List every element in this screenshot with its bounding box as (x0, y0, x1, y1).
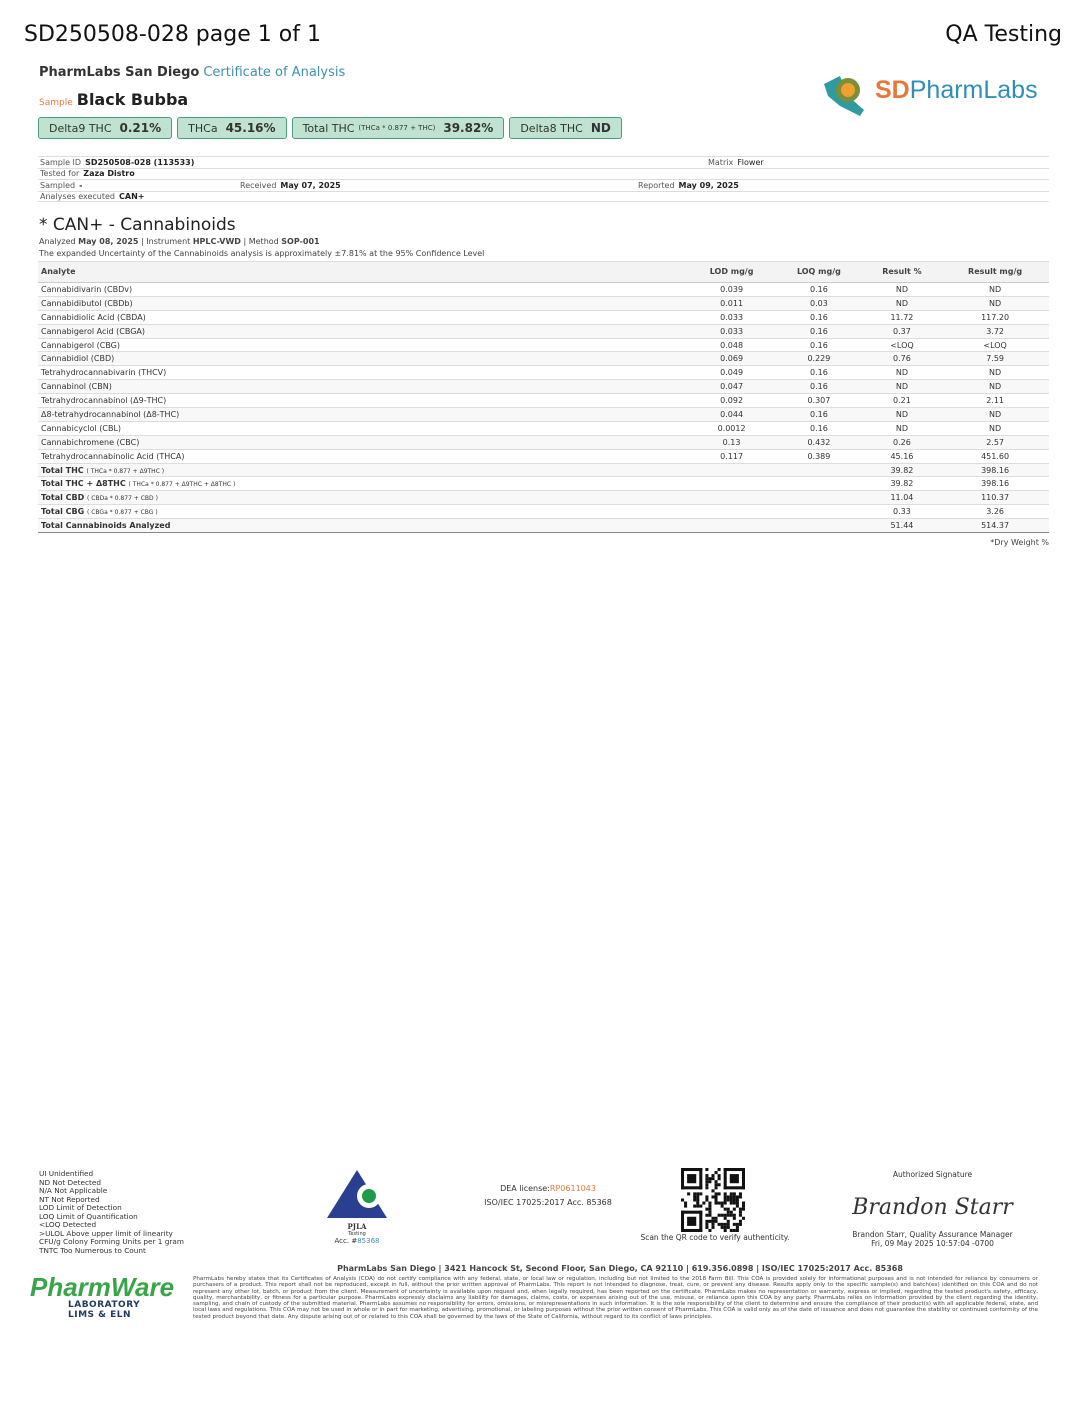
badge-value: 0.21% (119, 121, 162, 135)
result-pct-cell: <LOQ (863, 338, 942, 352)
page-title: SD250508-028 page 1 of 1 (24, 22, 321, 47)
uncertainty-note: The expanded Uncertainty of the Cannabinoids analysis is approximately ±7.81% at the 95% Confidence Level (39, 249, 485, 258)
qr-code[interactable] (681, 1168, 745, 1232)
result-pct-cell: ND (863, 380, 942, 394)
reported-label: Reported (638, 180, 675, 190)
summary-badge (292, 117, 505, 139)
result-pct-cell: 0.26 (863, 435, 942, 449)
cannabinoid-table (38, 261, 1049, 533)
loq-cell: 0.16 (775, 310, 863, 324)
pharmware-logo (30, 1272, 175, 1320)
result-mg-cell: 3.72 (941, 324, 1049, 338)
lod-cell: 0.0012 (688, 421, 775, 435)
abbreviation-legend (39, 1170, 184, 1255)
table-row (38, 519, 1049, 533)
legend-item: NT Not Reported (39, 1194, 100, 1204)
pjla-acc-label: Acc. # (334, 1237, 358, 1245)
column-header: LOQ mg/g (775, 262, 863, 283)
result-mg-cell: 2.11 (941, 394, 1049, 408)
dea-number: RP0611043 (549, 1184, 596, 1193)
signature-label: Authorized Signature (892, 1170, 973, 1179)
instrument: HPLC-VWD (192, 237, 241, 246)
result-mg-cell: 398.16 (941, 477, 1049, 491)
method-label: Method (248, 237, 279, 246)
pjla-acc: 85368 (357, 1237, 380, 1245)
lod-cell: 0.092 (688, 394, 775, 408)
result-mg-cell: 110.37 (941, 491, 1049, 505)
analyte-name: Tetrahydrocannabinol (Δ9-THC) (41, 396, 167, 406)
matrix-label: Matrix (708, 157, 734, 167)
result-mg-cell: 117.20 (941, 310, 1049, 324)
qa-title: QA Testing (945, 22, 1062, 47)
section-title: * CAN+ - Cannabinoids (39, 215, 236, 235)
legend-item: TNTC Too Numerous to Count (39, 1245, 146, 1255)
legend-item: LOQ Limit of Quantification (39, 1211, 138, 1221)
legend-item: LOD Limit of Detection (39, 1203, 122, 1212)
analyte-name: Cannabigerol (CBG) (41, 340, 120, 350)
loq-cell: 0.16 (775, 421, 863, 435)
result-mg-cell: ND (941, 408, 1049, 422)
analyte-cell (38, 296, 688, 310)
analysis-meta: Analyzed May 08, 2025 | Instrument HPLC-VWD | Method SOP-001 (39, 237, 320, 246)
loq-cell: 0.16 (775, 283, 863, 297)
result-pct-cell: 0.37 (863, 324, 942, 338)
loq-cell (775, 491, 863, 505)
lod-cell: 0.048 (688, 338, 775, 352)
analyte-cell (38, 491, 688, 505)
analyte-name: Cannabidiolic Acid (CBDA) (41, 312, 146, 322)
signature-block (830, 1170, 1035, 1248)
analyte-cell (38, 505, 688, 519)
result-pct-cell: 0.21 (863, 394, 942, 408)
result-mg-cell: 451.60 (941, 449, 1049, 463)
result-pct-cell: 0.76 (863, 352, 942, 366)
analyte-formula: ( THCa * 0.877 + Δ9THC + Δ8THC ) (128, 481, 236, 489)
lod-cell: 0.13 (688, 435, 775, 449)
pjla-triangle-icon (325, 1168, 389, 1220)
pharmware-sub: LABORATORY LIMS & ELN (68, 1300, 141, 1320)
result-pct-cell: 11.04 (863, 491, 942, 505)
analyte-name: Tetrahydrocannabinolic Acid (THCA) (41, 451, 185, 461)
result-pct-cell: 39.82 (863, 477, 942, 491)
result-pct-cell: 51.44 (863, 519, 942, 533)
analyte-cell (38, 380, 688, 394)
analyzed-date: May 08, 2025 (78, 237, 139, 246)
legend-item: CFU/g Colony Forming Units per 1 gram (39, 1237, 184, 1246)
analyte-name: Total Cannabinoids Analyzed (41, 521, 171, 531)
loq-cell: 0.229 (775, 352, 863, 366)
legend-item: >ULOL Above upper limit of linearity (39, 1228, 173, 1238)
analyte-name: Tetrahydrocannabivarin (THCV) (41, 368, 167, 378)
summary-badge (38, 117, 172, 139)
result-pct-cell: ND (863, 366, 942, 380)
pjla-sub: Testing (348, 1231, 366, 1237)
lod-cell: 0.049 (688, 366, 775, 380)
california-logo-icon (820, 66, 875, 118)
result-mg-cell: 7.59 (941, 352, 1049, 366)
lab-name: PharmLabs San Diego (39, 65, 200, 80)
table-row (38, 463, 1049, 477)
tested-for: Zaza Distro (83, 169, 135, 179)
sdpharmlabs-logo (820, 66, 1050, 118)
table-row (38, 366, 1049, 380)
summary-badges (38, 117, 622, 139)
sample-label: Sample (39, 98, 73, 108)
loq-cell: 0.432 (775, 435, 863, 449)
analyte-name: Total THC (41, 465, 84, 475)
analyte-cell (38, 366, 688, 380)
lab-address: PharmLabs San Diego | 3421 Hancock St, Second Floor, San Diego, CA 92110 | 619.356.0898 | ISO/IEC 17025:2017 Acc. 85368 (337, 1264, 903, 1273)
result-pct-cell: ND (863, 421, 942, 435)
lod-cell: 0.033 (688, 310, 775, 324)
legend-item: UI Unidentified (39, 1169, 94, 1178)
column-header: Analyte (38, 262, 688, 283)
pjla-name: PJLA (347, 1222, 367, 1231)
loq-cell: 0.307 (775, 394, 863, 408)
table-row (38, 477, 1049, 491)
legend-item: N/A Not Applicable (39, 1186, 108, 1195)
analyte-name: Total CBD (41, 493, 85, 503)
analyte-name: Cannabidivarin (CBDv) (41, 284, 133, 294)
analyses: CAN+ (119, 191, 145, 201)
result-mg-cell: ND (941, 283, 1049, 297)
received-label: Received (240, 180, 277, 190)
loq-cell: 0.03 (775, 296, 863, 310)
pharmware-word: PharmWare (30, 1272, 175, 1302)
sample-name: Black Bubba (76, 90, 189, 109)
result-mg-cell: ND (941, 380, 1049, 394)
column-header: LOD mg/g (688, 262, 775, 283)
table-row (38, 283, 1049, 297)
sample-info (38, 156, 1049, 202)
analyte-cell (38, 477, 688, 491)
legend-item: ND Not Detected (39, 1177, 101, 1187)
sampled: - (79, 180, 83, 190)
pjla-logo (322, 1168, 392, 1245)
analyte-cell (38, 449, 688, 463)
dea-license (458, 1182, 638, 1210)
table-row (38, 435, 1049, 449)
analyses-label: Analyses executed (40, 191, 115, 201)
handwritten-signature: Brandon Starr (852, 1195, 1013, 1220)
loq-cell: 0.16 (775, 366, 863, 380)
received: May 07, 2025 (280, 180, 341, 190)
analyte-cell (38, 421, 688, 435)
result-pct-cell: 39.82 (863, 463, 942, 477)
analyzed-label: Analyzed (39, 237, 76, 246)
loq-cell: 0.16 (775, 324, 863, 338)
analyte-cell (38, 352, 688, 366)
result-pct-cell: ND (863, 283, 942, 297)
loq-cell (775, 519, 863, 533)
analyte-cell (38, 519, 688, 533)
legend-item: <LOQ Detected (39, 1220, 97, 1229)
result-mg-cell: 3.26 (941, 505, 1049, 519)
result-mg-cell: 514.37 (941, 519, 1049, 533)
analyte-cell (38, 463, 688, 477)
result-pct-cell: 11.72 (863, 310, 942, 324)
result-mg-cell: ND (941, 366, 1049, 380)
lod-cell (688, 505, 775, 519)
analyte-name: Cannabidibutol (CBDb) (41, 298, 133, 308)
result-pct-cell: ND (863, 408, 942, 422)
lab-heading (39, 65, 345, 80)
analyte-name: Cannabidiol (CBD) (41, 354, 115, 364)
analyte-cell (38, 283, 688, 297)
lod-cell: 0.044 (688, 408, 775, 422)
badge-formula: (THCa * 0.877 + THC) (358, 124, 436, 132)
logo-pharmlabs: PharmLabs (909, 76, 1038, 104)
table-row (38, 449, 1049, 463)
loq-cell (775, 477, 863, 491)
sample-id: SD250508-028 (113533) (85, 157, 195, 167)
sample-id-label: Sample ID (40, 157, 82, 167)
reported: May 09, 2025 (678, 180, 739, 190)
signature-date: Fri, 09 May 2025 10:57:04 -0700 (871, 1239, 994, 1248)
result-mg-cell: 398.16 (941, 463, 1049, 477)
matrix: Flower (737, 157, 764, 167)
badge-label: Total THC (302, 121, 355, 135)
analyte-name: Total THC + Δ8THC (41, 479, 126, 489)
loq-cell (775, 505, 863, 519)
logo-sd: SD (875, 76, 910, 104)
badge-value: 39.82% (443, 121, 494, 135)
disclaimer: PharmLabs hereby states that its Certificates of Analysis (COA) do not certify compliance with any federal, state, or local law or regulation, including but not limited to the 2018 Farm Bill. This COA is provided solely for informational purposes and is not intended for reliance by consumers or purchasers of a product. This report shall not be reproduced, except in full, without the prior written approval of PharmLabs. This report is not intended to diagnose, treat, cure, or prevent any disease. Results apply only to the specific sample(s) and batch(es) identified on this COA and do not represent any other lot, batch, or product from the client. Measurement of uncertainty is available upon request and, when legally required, has been reported on the certificate. PharmLabs makes no representation or warranty, express or implied, regarding the tested product's safety, efficacy, quality, merchantability, or fitness for a particular purpose. PharmLabs expressly disclaims any liability for damages, claims, costs, or expenses arising out of the use, misuse, or reliance upon this COA by any party. PharmLabs relies on information provided by the client regarding the identity, sampling, and chain of custody of the submitted material. PharmLabs assumes no responsibility for errors, omissions, or misrepresentations in such information. It is the sole responsibility of the client to determine and ensure the compliance of their product(s) with all applicable federal, state, and local laws and regulations. This COA may not be used in whole or in part for marketing, advertising, promotional, or labeling purposes without the prior written consent of PharmLabs. This COA is valid only as of the date of issuance and does not guarantee the stability or continued conformity of the tested product beyond that date. Any dispute arising out of or related to this COA shall be governed by the laws of the State of California, without regard to its conflict of laws principles. (193, 1276, 1038, 1320)
analyte-cell (38, 435, 688, 449)
iso-accreditation: ISO/IEC 17025:2017 Acc. 85368 (484, 1198, 612, 1207)
result-mg-cell: <LOQ (941, 338, 1049, 352)
badge-value: ND (590, 121, 611, 135)
column-header: Result % (863, 262, 942, 283)
signer: Brandon Starr, Quality Assurance Manager (852, 1230, 1013, 1239)
loq-cell (775, 463, 863, 477)
lod-cell (688, 491, 775, 505)
table-row (38, 380, 1049, 394)
dea-label: DEA license: (500, 1184, 550, 1193)
analyte-name: Cannabichromene (CBC) (41, 437, 140, 447)
instrument-label: Instrument (146, 237, 191, 246)
lod-cell: 0.033 (688, 324, 775, 338)
result-pct-cell: 0.33 (863, 505, 942, 519)
analyte-name: Cannabinol (CBN) (41, 382, 112, 392)
analyte-cell (38, 408, 688, 422)
table-row (38, 394, 1049, 408)
method: SOP-001 (281, 237, 320, 246)
lod-cell (688, 463, 775, 477)
table-row (38, 352, 1049, 366)
table-row (38, 408, 1049, 422)
analyte-name: Cannabigerol Acid (CBGA) (41, 326, 146, 336)
badge-label: THCa (188, 121, 218, 135)
lod-cell: 0.069 (688, 352, 775, 366)
result-mg-cell: ND (941, 296, 1049, 310)
lod-cell: 0.011 (688, 296, 775, 310)
analyte-formula: ( CBDa * 0.877 + CBD ) (87, 495, 158, 503)
column-header: Result mg/g (941, 262, 1049, 283)
table-row (38, 324, 1049, 338)
lod-cell: 0.039 (688, 283, 775, 297)
badge-label: Delta9 THC (49, 121, 112, 135)
table-row (38, 421, 1049, 435)
badge-label: Delta8 THC (520, 121, 583, 135)
table-row (38, 310, 1049, 324)
result-pct-cell: 45.16 (863, 449, 942, 463)
tested-for-label: Tested for (40, 169, 80, 179)
table-row (38, 296, 1049, 310)
analyte-cell (38, 324, 688, 338)
result-mg-cell: 2.57 (941, 435, 1049, 449)
result-pct-cell: ND (863, 296, 942, 310)
lod-cell: 0.047 (688, 380, 775, 394)
result-mg-cell: ND (941, 421, 1049, 435)
analyte-formula: ( CBGa * 0.877 + CBG ) (86, 509, 158, 517)
analyte-cell (38, 338, 688, 352)
loq-cell: 0.389 (775, 449, 863, 463)
analyte-name: Δ8-tetrahydrocannabinol (Δ8-THC) (41, 409, 180, 419)
lod-cell (688, 519, 775, 533)
dry-weight-note: *Dry Weight % (990, 538, 1049, 547)
table-row (38, 505, 1049, 519)
loq-cell: 0.16 (775, 380, 863, 394)
lod-cell: 0.117 (688, 449, 775, 463)
doc-type: Certificate of Analysis (203, 65, 346, 80)
analyte-formula: ( THCa * 0.877 + Δ9THC ) (86, 467, 165, 475)
sample-heading (39, 90, 188, 109)
qr-caption: Scan the QR code to verify authenticity. (640, 1233, 790, 1242)
analyte-cell (38, 394, 688, 408)
table-row (38, 338, 1049, 352)
sampled-label: Sampled (40, 180, 76, 190)
table-row (38, 491, 1049, 505)
loq-cell: 0.16 (775, 408, 863, 422)
summary-badge (509, 117, 622, 139)
badge-value: 45.16% (225, 121, 276, 135)
analyte-cell (38, 310, 688, 324)
analyte-name: Total CBG (41, 507, 85, 517)
summary-badge (177, 117, 286, 139)
lod-cell (688, 477, 775, 491)
loq-cell: 0.16 (775, 338, 863, 352)
analyte-name: Cannabicyclol (CBL) (41, 423, 122, 433)
